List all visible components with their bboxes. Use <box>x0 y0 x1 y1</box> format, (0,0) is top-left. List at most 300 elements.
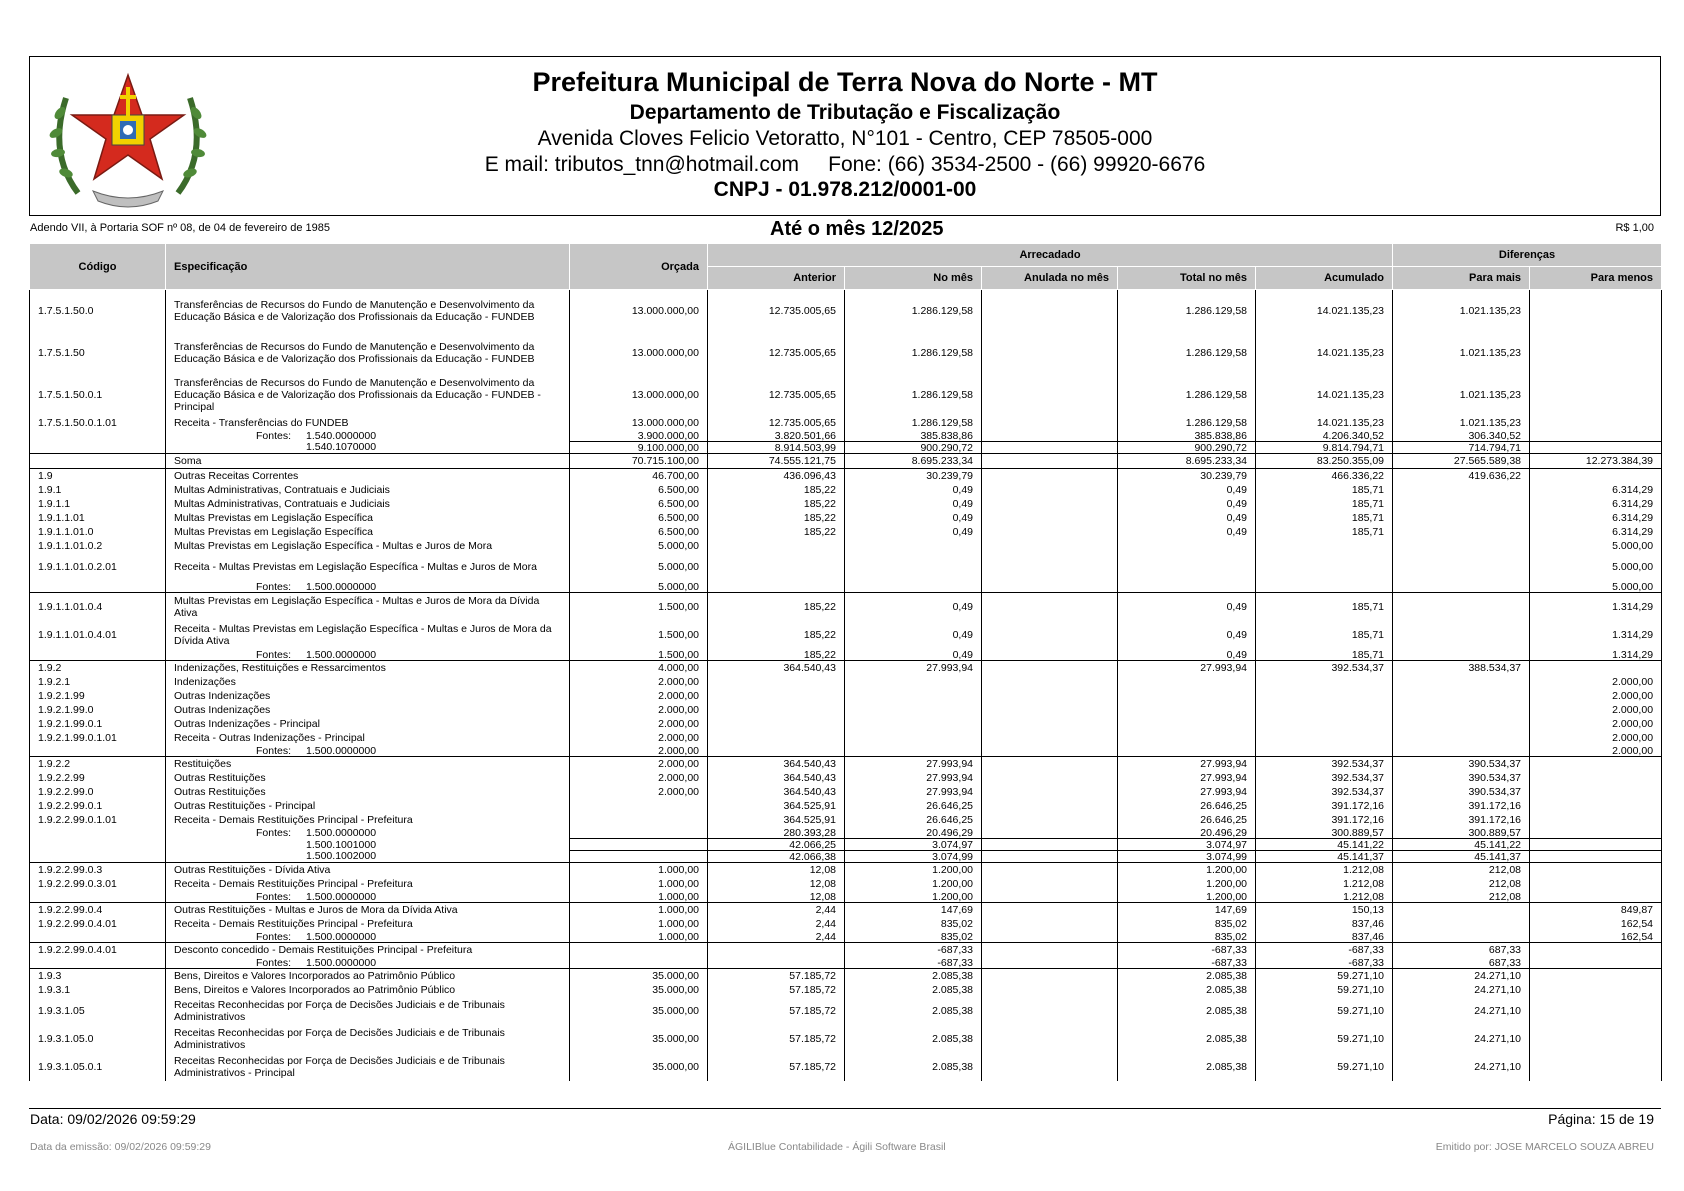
col-no-mes: No mês <box>845 267 982 290</box>
cell-ant: 185,22 <box>708 621 845 649</box>
cell-ant: 3.820.501,66 <box>708 430 845 442</box>
cell-mes <box>845 745 982 757</box>
cell-mes: 2.085,38 <box>845 1053 982 1081</box>
header-contact: E mail: tributos_tnn@hotmail.com Fone: (66) 3534-2500 - (66) 99920-6676 <box>484 153 1206 176</box>
cell-especificacao <box>166 689 570 703</box>
cell-orc: 5.000,00 <box>570 539 708 553</box>
cell-anu <box>982 430 1118 442</box>
cell-menos: 2.000,00 <box>1530 703 1662 717</box>
cell-mais <box>1393 525 1530 539</box>
cell-menos: 1.314,29 <box>1530 621 1662 649</box>
cell-anu <box>982 1053 1118 1081</box>
cell-anu <box>982 416 1118 430</box>
cell-tot <box>1118 717 1256 731</box>
header-department: Departamento de Tributação e Fiscalização <box>629 101 1061 124</box>
cell-mais <box>1393 649 1530 661</box>
cell-mes: 0,49 <box>845 525 982 539</box>
cell-tot <box>1118 675 1256 689</box>
cell-ant <box>708 717 845 731</box>
cell-mes: 8.695.233,34 <box>845 454 982 469</box>
cell-especificacao <box>166 785 570 799</box>
table-row <box>30 290 1662 333</box>
cell-acu: 1.212,08 <box>1256 877 1393 891</box>
table-row <box>30 851 1662 863</box>
cell-anu <box>982 661 1118 676</box>
cell-mais: 391.172,16 <box>1393 813 1530 827</box>
cell-tot <box>1118 731 1256 745</box>
cell-acu: 9.814.794,71 <box>1256 442 1393 454</box>
cell-orc: 46.700,00 <box>570 469 708 484</box>
col-anterior: Anterior <box>708 267 845 290</box>
cell-especificacao <box>166 813 570 827</box>
cell-mais <box>1393 689 1530 703</box>
table-row <box>30 799 1662 813</box>
cell-orc <box>570 839 708 851</box>
adendo-note: Adendo VII, à Portaria SOF nº 08, de 04 de fevereiro de 1985 <box>30 222 330 234</box>
cell-mes: 2.085,38 <box>845 997 982 1025</box>
table-row <box>30 745 1662 757</box>
cell-orc: 70.715.100,00 <box>570 454 708 469</box>
cell-especificacao <box>166 997 570 1025</box>
cell-mais <box>1393 917 1530 931</box>
cell-especificacao <box>166 903 570 918</box>
cell-cod <box>30 957 166 969</box>
table-row <box>30 863 1662 878</box>
cell-especificacao <box>166 827 570 839</box>
cell-anu <box>982 454 1118 469</box>
cell-tot: 0,49 <box>1118 497 1256 511</box>
cell-menos <box>1530 332 1662 374</box>
cell-mes: 30.239,79 <box>845 469 982 484</box>
cell-orc: 5.000,00 <box>570 553 708 581</box>
cell-especificacao <box>166 957 570 969</box>
cell-cod: 1.9.1.1.01.0 <box>30 525 166 539</box>
cell-mais: 300.889,57 <box>1393 827 1530 839</box>
cell-acu: 14.021.135,23 <box>1256 416 1393 430</box>
cell-tot: 3.074,97 <box>1118 839 1256 851</box>
cell-orc: 35.000,00 <box>570 1053 708 1081</box>
cell-especificacao <box>166 851 570 863</box>
cell-acu: 1.212,08 <box>1256 863 1393 878</box>
cell-menos: 1.314,29 <box>1530 593 1662 622</box>
cell-especificacao <box>166 661 570 676</box>
cell-especificacao <box>166 745 570 757</box>
table-row <box>30 442 1662 454</box>
cell-ant <box>708 675 845 689</box>
spec-text: Receita - Transferências do FUNDEB <box>174 417 349 429</box>
cell-mes: 2.085,38 <box>845 1025 982 1053</box>
cell-cod: 1.9 <box>30 469 166 484</box>
cell-acu: 59.271,10 <box>1256 997 1393 1025</box>
cell-mais <box>1393 675 1530 689</box>
cell-menos: 5.000,00 <box>1530 539 1662 553</box>
cell-especificacao <box>166 891 570 903</box>
cell-mais: 1.021.135,23 <box>1393 374 1530 416</box>
spec-text: Receita - Demais Restituições Principal - Prefeitura <box>174 814 413 826</box>
cell-anu <box>982 863 1118 878</box>
cell-acu: 185,71 <box>1256 593 1393 622</box>
cell-mes: 27.993,94 <box>845 771 982 785</box>
cell-mais <box>1393 717 1530 731</box>
cell-mais: 306.340,52 <box>1393 430 1530 442</box>
cell-menos: 2.000,00 <box>1530 689 1662 703</box>
cell-mes: 20.496,29 <box>845 827 982 839</box>
cell-acu: 59.271,10 <box>1256 983 1393 997</box>
cell-anu <box>982 757 1118 772</box>
cell-anu <box>982 877 1118 891</box>
cell-acu: -687,33 <box>1256 957 1393 969</box>
cell-anu <box>982 903 1118 918</box>
cell-mes: 1.286.129,58 <box>845 290 982 333</box>
cell-orc: 2.000,00 <box>570 689 708 703</box>
cell-orc <box>570 957 708 969</box>
footer-page-number: Página: 15 de 19 <box>1548 1111 1654 1127</box>
cell-menos: 6.314,29 <box>1530 511 1662 525</box>
cell-mes: 27.993,94 <box>845 785 982 799</box>
cell-orc: 9.100.000,00 <box>570 442 708 454</box>
spec-text: Outras Indenizações <box>174 704 271 716</box>
cell-anu <box>982 983 1118 997</box>
spec-text: Outras Restituições - Multas e Juros de Mora da Dívida Ativa <box>174 904 458 916</box>
cell-cod: 1.9.2.2 <box>30 757 166 772</box>
cell-menos <box>1530 1025 1662 1053</box>
cell-anu <box>982 525 1118 539</box>
cell-orc <box>570 827 708 839</box>
cell-orc: 6.500,00 <box>570 525 708 539</box>
cell-mais: 24.271,10 <box>1393 1053 1530 1081</box>
spec-text: Receita - Multas Previstas em Legislação Específica - Multas e Juros de Mora da Dívida Ativa <box>174 623 552 647</box>
cell-anu <box>982 483 1118 497</box>
spec-text: Indenizações, Restituições e Ressarcimentos <box>174 662 386 674</box>
cell-ant: 185,22 <box>708 497 845 511</box>
cell-anu <box>982 469 1118 484</box>
cell-mais: 1.021.135,23 <box>1393 416 1530 430</box>
cell-menos: 2.000,00 <box>1530 675 1662 689</box>
cell-mes: 0,49 <box>845 621 982 649</box>
spec-text: 1.500.0000000 <box>306 827 377 839</box>
report-period: Até o mês 12/2025 <box>770 218 944 240</box>
cell-ant: 364.540,43 <box>708 661 845 676</box>
cell-mes: 1.286.129,58 <box>845 332 982 374</box>
spec-text: Transferências de Recursos do Fundo de Manutenção e Desenvolvimento da Educação Básica e de Valorização dos Profissionais da Educação - FUNDEB - Principal <box>174 377 541 413</box>
cell-mais <box>1393 483 1530 497</box>
cell-tot: 27.993,94 <box>1118 661 1256 676</box>
cell-ant <box>708 745 845 757</box>
spec-text: Outras Restituições <box>174 786 266 798</box>
cell-mes: -687,33 <box>845 957 982 969</box>
cell-tot: 27.993,94 <box>1118 757 1256 772</box>
cell-tot: 1.286.129,58 <box>1118 332 1256 374</box>
cell-menos <box>1530 661 1662 676</box>
col-para-menos: Para menos <box>1530 267 1662 290</box>
table-row <box>30 689 1662 703</box>
cell-cod: 1.9.2.2.99.0.4.01 <box>30 943 166 958</box>
cell-anu <box>982 813 1118 827</box>
spec-text: 1.540.1070000 <box>306 441 377 454</box>
table-row <box>30 827 1662 839</box>
cell-orc: 2.000,00 <box>570 675 708 689</box>
cell-cod <box>30 851 166 863</box>
cell-especificacao <box>166 469 570 484</box>
cell-anu <box>982 799 1118 813</box>
cell-orc: 35.000,00 <box>570 1025 708 1053</box>
table-row <box>30 891 1662 903</box>
cell-mais <box>1393 581 1530 593</box>
table-row <box>30 703 1662 717</box>
cell-acu: 45.141,22 <box>1256 839 1393 851</box>
cell-especificacao <box>166 581 570 593</box>
cell-ant: 57.185,72 <box>708 969 845 984</box>
spec-text: Desconto concedido - Demais Restituições Principal - Prefeitura <box>174 944 473 956</box>
spec-text: Multas Administrativas, Contratuais e Judiciais <box>174 498 390 510</box>
cell-especificacao <box>166 497 570 511</box>
cell-tot: 0,49 <box>1118 483 1256 497</box>
cell-mes: -687,33 <box>845 943 982 958</box>
cell-mais: 419.636,22 <box>1393 469 1530 484</box>
cell-especificacao <box>166 621 570 649</box>
cell-ant: 42.066,25 <box>708 839 845 851</box>
cell-mes: 385.838,86 <box>845 430 982 442</box>
cell-cod: 1.9.2.1.99.0 <box>30 703 166 717</box>
cell-mais <box>1393 745 1530 757</box>
cell-menos <box>1530 851 1662 863</box>
cell-anu <box>982 581 1118 593</box>
cell-orc: 13.000.000,00 <box>570 332 708 374</box>
cell-acu <box>1256 731 1393 745</box>
cell-ant: 364.540,43 <box>708 757 845 772</box>
cell-ant: 12,08 <box>708 877 845 891</box>
cell-anu <box>982 332 1118 374</box>
cell-especificacao <box>166 839 570 851</box>
cell-acu <box>1256 553 1393 581</box>
cell-orc: 35.000,00 <box>570 983 708 997</box>
cell-menos <box>1530 943 1662 958</box>
cell-ant: 74.555.121,75 <box>708 454 845 469</box>
cell-ant: 12,08 <box>708 863 845 878</box>
cell-especificacao <box>166 1025 570 1053</box>
cell-mes: 1.286.129,58 <box>845 416 982 430</box>
cell-acu: 59.271,10 <box>1256 1025 1393 1053</box>
cell-menos <box>1530 813 1662 827</box>
table-row <box>30 593 1662 622</box>
footer-system-name: ÁGILIBlue Contabilidade - Ágili Software Brasil <box>728 1141 946 1153</box>
cell-mes: 1.200,00 <box>845 877 982 891</box>
cell-mes: 26.646,25 <box>845 799 982 813</box>
cell-mes: 27.993,94 <box>845 661 982 676</box>
cell-orc <box>570 813 708 827</box>
cell-anu <box>982 689 1118 703</box>
cell-ant: 280.393,28 <box>708 827 845 839</box>
cell-menos: 2.000,00 <box>1530 717 1662 731</box>
spec-text: Outras Restituições <box>174 772 266 784</box>
cell-orc <box>570 799 708 813</box>
cell-mes: 835,02 <box>845 931 982 943</box>
cell-especificacao <box>166 483 570 497</box>
cell-acu: 4.206.340,52 <box>1256 430 1393 442</box>
cell-mes: 0,49 <box>845 497 982 511</box>
spec-text: Receitas Reconhecidas por Força de Decisões Judiciais e de Tribunais Administrativos - Principal <box>174 1055 505 1079</box>
header-title: Prefeitura Municipal de Terra Nova do Norte - MT <box>532 67 1158 97</box>
cell-cod: 1.7.5.1.50.0.1.01 <box>30 416 166 430</box>
cell-mais <box>1393 621 1530 649</box>
table-row <box>30 483 1662 497</box>
cell-mes: 3.074,99 <box>845 851 982 863</box>
cell-anu <box>982 745 1118 757</box>
cell-acu: 59.271,10 <box>1256 969 1393 984</box>
cell-mais <box>1393 539 1530 553</box>
table-row <box>30 957 1662 969</box>
cell-orc: 35.000,00 <box>570 997 708 1025</box>
spec-text: Outras Receitas Correntes <box>174 470 299 482</box>
cell-ant: 436.096,43 <box>708 469 845 484</box>
col-orcada: Orçada <box>570 244 708 290</box>
cell-tot <box>1118 745 1256 757</box>
cell-acu: 185,71 <box>1256 497 1393 511</box>
table-row <box>30 931 1662 943</box>
cell-tot: 147,69 <box>1118 903 1256 918</box>
cell-acu: 300.889,57 <box>1256 827 1393 839</box>
cell-ant: 364.525,91 <box>708 799 845 813</box>
cell-menos: 1.314,29 <box>1530 649 1662 661</box>
cell-mes: 2.085,38 <box>845 969 982 984</box>
cell-ant: 57.185,72 <box>708 1053 845 1081</box>
cell-menos <box>1530 997 1662 1025</box>
table-row <box>30 430 1662 442</box>
cell-especificacao <box>166 717 570 731</box>
cell-tot <box>1118 553 1256 581</box>
cell-tot: -687,33 <box>1118 957 1256 969</box>
cell-ant <box>708 703 845 717</box>
cell-especificacao <box>166 969 570 984</box>
cell-anu <box>982 839 1118 851</box>
table-row <box>30 553 1662 581</box>
cell-mes: 835,02 <box>845 917 982 931</box>
cell-cod <box>30 430 166 442</box>
table-row <box>30 757 1662 772</box>
cell-cod: 1.9.3 <box>30 969 166 984</box>
cell-ant: 57.185,72 <box>708 983 845 997</box>
cell-mais <box>1393 553 1530 581</box>
cell-anu <box>982 593 1118 622</box>
cell-menos: 849,87 <box>1530 903 1662 918</box>
spec-text: Transferências de Recursos do Fundo de Manutenção e Desenvolvimento da Educação Básica e de Valorização dos Profissionais da Educação - FUNDEB <box>174 341 535 365</box>
cell-cod <box>30 581 166 593</box>
cell-mais <box>1393 731 1530 745</box>
table-row <box>30 416 1662 430</box>
cell-acu: 837,46 <box>1256 917 1393 931</box>
col-para-mais: Para mais <box>1393 267 1530 290</box>
spec-text: 1.500.0000000 <box>306 931 377 943</box>
cell-cod: 1.7.5.1.50 <box>30 332 166 374</box>
cell-cod <box>30 454 166 469</box>
cell-menos <box>1530 416 1662 430</box>
table-row <box>30 717 1662 731</box>
cell-anu <box>982 1025 1118 1053</box>
spec-text: 1.500.1002000 <box>306 850 377 863</box>
cell-tot: 900.290,72 <box>1118 442 1256 454</box>
spec-text: Multas Previstas em Legislação Específica - Multas e Juros de Mora <box>174 540 493 552</box>
spec-text: Receita - Demais Restituições Principal - Prefeitura <box>174 918 413 930</box>
cell-orc: 13.000.000,00 <box>570 416 708 430</box>
cell-mais: 1.021.135,23 <box>1393 332 1530 374</box>
cell-orc: 1.500,00 <box>570 621 708 649</box>
cell-orc: 2.000,00 <box>570 745 708 757</box>
cell-menos <box>1530 983 1662 997</box>
cell-anu <box>982 621 1118 649</box>
cell-mes: 1.286.129,58 <box>845 374 982 416</box>
cell-cod: 1.9.1.1.01.0.2 <box>30 539 166 553</box>
cell-mes: 1.200,00 <box>845 863 982 878</box>
spec-text: Multas Previstas em Legislação Específica - Multas e Juros de Mora da Dívida Ativa <box>174 595 540 619</box>
cell-cod: 1.9.1.1 <box>30 497 166 511</box>
cell-mais: 45.141,22 <box>1393 839 1530 851</box>
cell-mais: 45.141,37 <box>1393 851 1530 863</box>
cell-cod: 1.9.3.1 <box>30 983 166 997</box>
cell-mes: 1.200,00 <box>845 891 982 903</box>
cell-ant: 364.540,43 <box>708 771 845 785</box>
col-group-arrecadado: Arrecadado <box>708 244 1393 267</box>
cell-anu <box>982 290 1118 333</box>
cell-mais: 212,08 <box>1393 863 1530 878</box>
cell-especificacao <box>166 983 570 997</box>
cell-cod <box>30 649 166 661</box>
fontes-label: Fontes: <box>256 931 292 943</box>
cell-anu <box>982 539 1118 553</box>
cell-acu <box>1256 703 1393 717</box>
cell-mes: 900.290,72 <box>845 442 982 454</box>
cell-cod: 1.9.3.1.05 <box>30 997 166 1025</box>
cell-cod: 1.9.1 <box>30 483 166 497</box>
spec-text: 1.500.0000000 <box>306 649 377 661</box>
cell-orc: 1.500,00 <box>570 593 708 622</box>
cell-ant: 57.185,72 <box>708 997 845 1025</box>
cell-especificacao <box>166 332 570 374</box>
cell-anu <box>982 827 1118 839</box>
cell-tot: 0,49 <box>1118 525 1256 539</box>
fontes-label: Fontes: <box>256 649 292 661</box>
cell-orc: 1.000,00 <box>570 877 708 891</box>
cell-mes <box>845 717 982 731</box>
cell-mais: 24.271,10 <box>1393 983 1530 997</box>
cell-menos: 5.000,00 <box>1530 553 1662 581</box>
cell-menos <box>1530 877 1662 891</box>
cell-especificacao <box>166 757 570 772</box>
cell-orc: 1.000,00 <box>570 903 708 918</box>
table-row <box>30 581 1662 593</box>
cell-menos: 2.000,00 <box>1530 731 1662 745</box>
cell-anu <box>982 511 1118 525</box>
table-row <box>30 621 1662 649</box>
table-row <box>30 649 1662 661</box>
cell-mais: 390.534,37 <box>1393 757 1530 772</box>
cell-menos: 6.314,29 <box>1530 497 1662 511</box>
cell-anu <box>982 703 1118 717</box>
cell-ant: 12.735.005,65 <box>708 416 845 430</box>
currency-unit: R$ 1,00 <box>1615 222 1654 234</box>
cell-especificacao <box>166 731 570 745</box>
cell-mes: 27.993,94 <box>845 757 982 772</box>
cell-ant <box>708 553 845 581</box>
fontes-label: Fontes: <box>256 581 292 593</box>
cell-anu <box>982 553 1118 581</box>
cell-orc: 4.000,00 <box>570 661 708 676</box>
cell-tot: 3.074,99 <box>1118 851 1256 863</box>
cell-tot <box>1118 703 1256 717</box>
table-row <box>30 511 1662 525</box>
cell-tot: -687,33 <box>1118 943 1256 958</box>
cell-acu: 466.336,22 <box>1256 469 1393 484</box>
cell-menos: 162,54 <box>1530 917 1662 931</box>
